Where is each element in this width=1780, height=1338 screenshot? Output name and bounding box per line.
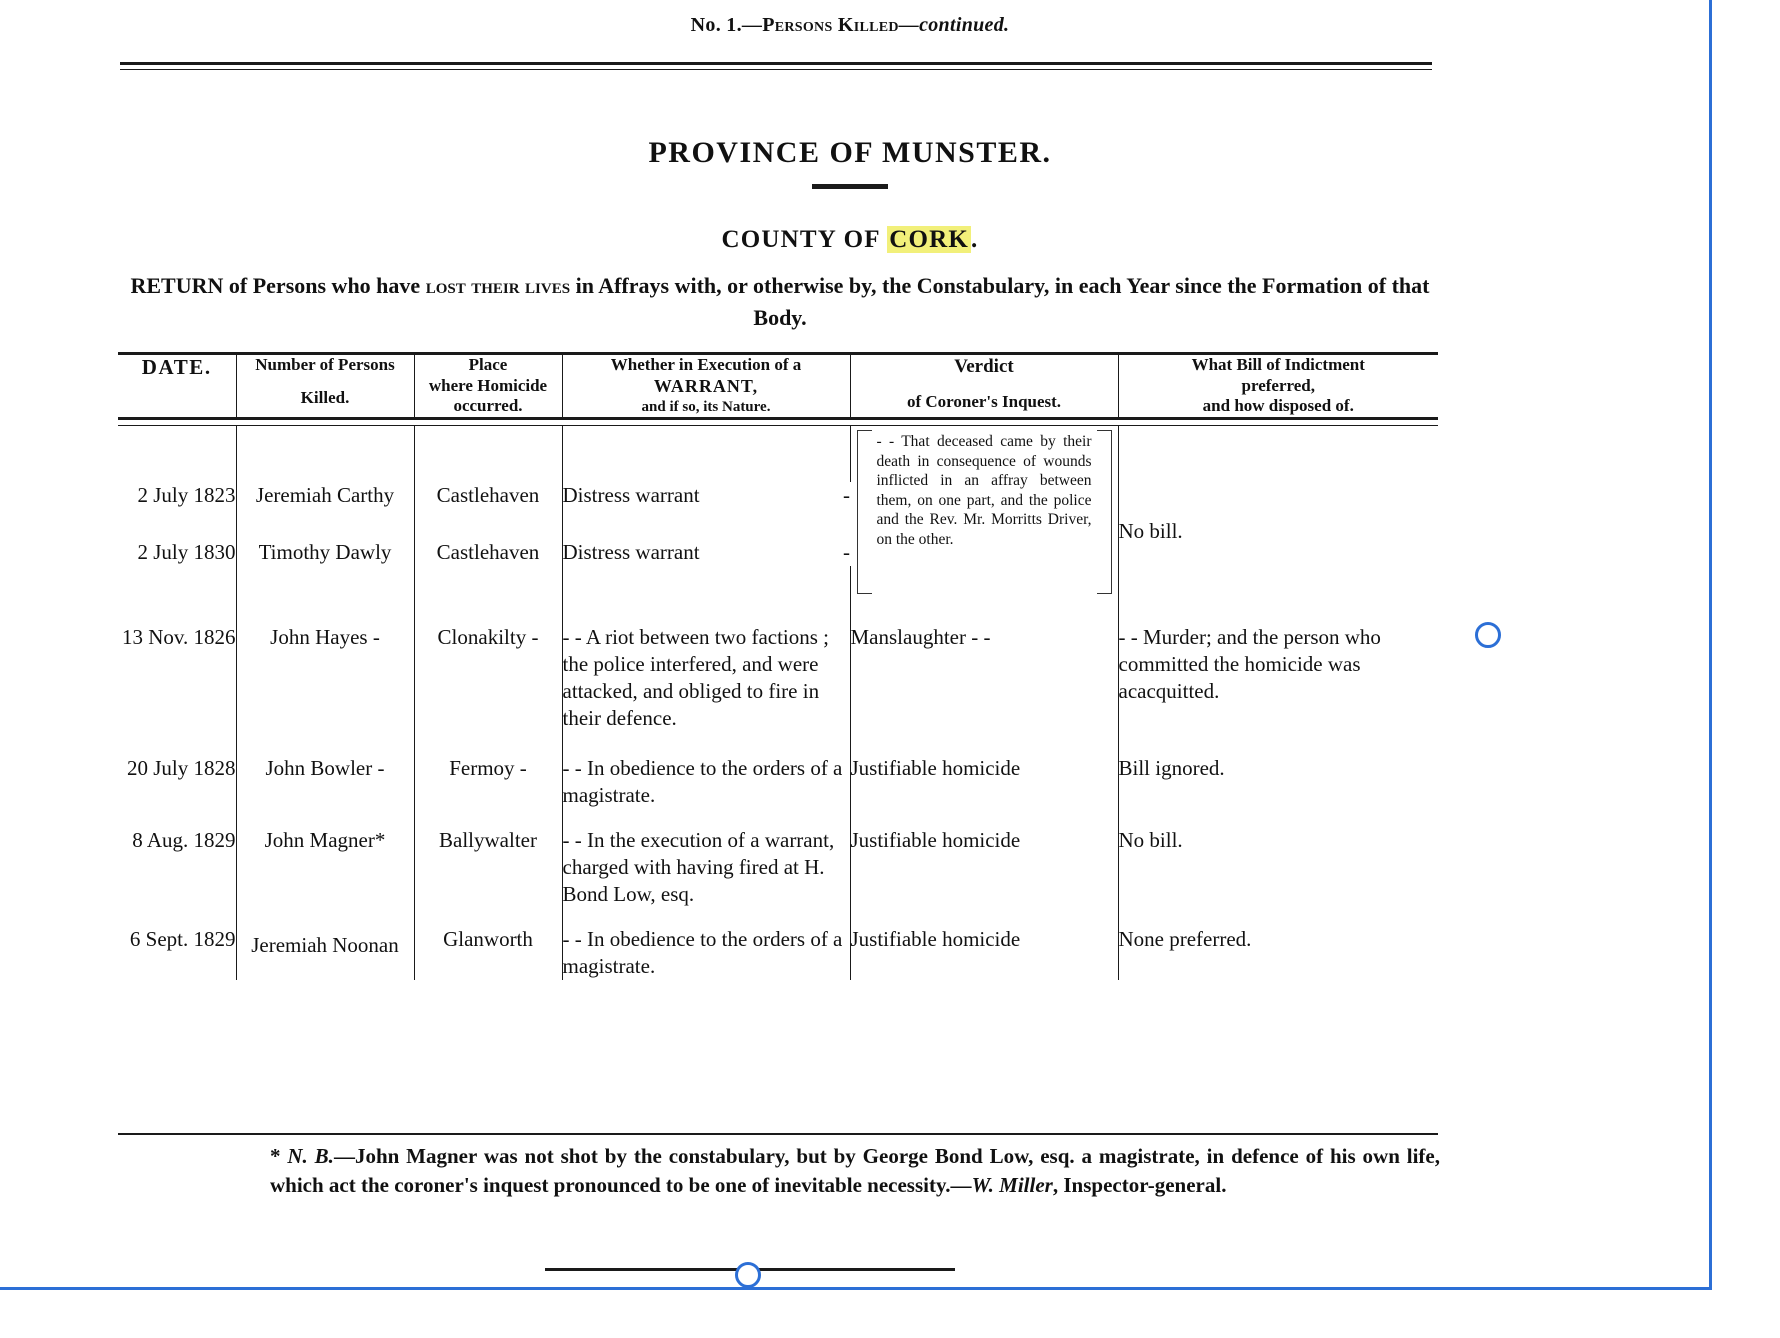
- return-text-2: in Affrays with, or otherwise by, the Constabulary, in each Year since the Formation of that Body.: [570, 273, 1430, 330]
- header-separator-cell: [236, 419, 414, 426]
- cell-number-killed: Jeremiah Noonan: [236, 908, 414, 980]
- cell-place: Castlehaven: [414, 482, 562, 509]
- th-warrant-l2: WARRANT,: [653, 375, 759, 396]
- brace-right-icon: [1097, 430, 1112, 594]
- cell-number-killed: John Hayes -: [236, 566, 414, 732]
- merged-bill-text: No bill.: [1118, 519, 1183, 544]
- table-bottom-rule: [118, 1133, 1438, 1135]
- spacer-cell: [562, 426, 850, 483]
- returns-table-wrapper: [118, 352, 1438, 980]
- cell-warrant-text: Distress warrant: [562, 540, 700, 565]
- th-number-killed-l2: Killed.: [300, 387, 350, 407]
- footnote-text: —John Magner was not shot by the constabulary, but by George Bond Low, esq. a magistrate, in defence of his own life, which act the coroner's inquest pronounced to be one of inevitable necessity.—: [270, 1144, 1440, 1197]
- th-place-l2: where Homicide: [428, 375, 548, 395]
- cell-date: 13 Nov. 1826: [118, 566, 236, 732]
- table-row: [118, 566, 1438, 732]
- header-separator-cell: [1118, 419, 1438, 426]
- th-warrant-l3: and if so, its Nature.: [641, 398, 771, 415]
- cell-verdict: Justifiable homicide: [850, 731, 1118, 809]
- cell-verdict: Manslaughter - -: [850, 566, 1118, 732]
- th-number-killed: [236, 354, 414, 419]
- merged-verdict-text: - - That deceased came by their death in consequence of wounds inflicted in an affray between them, on one part, and the police and the Rev. Mr. Morritts Driver, on the other.: [876, 433, 1092, 548]
- cell-bill: Bill ignored.: [1118, 756, 1225, 781]
- merged-verdict-brace: [851, 426, 1118, 555]
- crop-handle-bottom[interactable]: [735, 1262, 761, 1288]
- cell-warrant-text: Distress warrant: [562, 483, 700, 508]
- cell-date: 2 July 1830: [118, 509, 236, 566]
- th-warrant-l1: Whether in Execution of a: [610, 355, 802, 374]
- th-warrant: [562, 354, 850, 419]
- cell-warrant: [562, 509, 850, 566]
- province-heading: PROVINCE OF MUNSTER.: [648, 136, 1052, 169]
- running-head-suffix: —continued.: [898, 14, 1010, 36]
- return-text-1: of Persons who have: [223, 273, 426, 298]
- th-place-l1: Place: [468, 355, 508, 374]
- header-separator-cell: [414, 419, 562, 426]
- th-bill-l1: What Bill of Indictment: [1191, 355, 1365, 374]
- spacer-cell: [118, 426, 236, 483]
- th-bill-l3: and how disposed of.: [1202, 396, 1354, 416]
- spacer-cell: [236, 426, 414, 483]
- cell-bill: No bill.: [1118, 828, 1183, 853]
- cell-bill: None preferred.: [1118, 926, 1252, 951]
- th-number-killed-l1: Number of Persons: [255, 355, 395, 374]
- footnote: [270, 1142, 1440, 1200]
- cell-number-killed: Timothy Dawly: [236, 509, 414, 566]
- returns-table: [118, 352, 1438, 980]
- cell-place: Glanworth: [414, 908, 562, 980]
- cell-verdict: Justifiable homicide: [850, 809, 1118, 908]
- cell-warrant: - - A riot between two factions ; the police interfered, and were attacked, and obliged to fire in their defence.: [562, 566, 850, 732]
- th-verdict-l2: of Coroner's Inquest.: [906, 392, 1062, 412]
- table-spacer-row: [118, 426, 1438, 483]
- footnote-nb: N. B.: [280, 1144, 334, 1168]
- cell-warrant-leader: -: [843, 540, 850, 565]
- return-word: RETURN: [130, 273, 224, 298]
- county-heading-prefix: COUNTY OF: [721, 226, 888, 253]
- county-heading-suffix: .: [971, 226, 979, 253]
- header-separator-cell: [850, 419, 1118, 426]
- return-smallcaps: lost their lives: [425, 273, 571, 298]
- cell-number-killed: John Magner*: [236, 809, 414, 908]
- cell-date: 2 July 1823: [118, 482, 236, 509]
- cell-place: Castlehaven: [414, 509, 562, 566]
- running-head-prefix: No. 1.—: [690, 14, 763, 36]
- cell-number-killed: John Bowler -: [236, 731, 414, 809]
- table-row: [118, 908, 1438, 980]
- footnote-signature-title: , Inspector-general.: [1052, 1172, 1227, 1197]
- th-place: [414, 354, 562, 419]
- return-statement: [130, 270, 1430, 334]
- th-bill-l2: preferred,: [1241, 375, 1315, 395]
- running-head-smallcaps: Persons Killed: [762, 14, 899, 36]
- cell-warrant-leader: -: [843, 483, 850, 508]
- province-rule: [812, 184, 888, 189]
- th-date: DATE.: [118, 354, 236, 419]
- th-bill: [1118, 354, 1438, 419]
- running-head: [0, 14, 1700, 37]
- cell-place: Clonakilty -: [414, 566, 562, 732]
- table-row: [118, 731, 1438, 809]
- spacer-cell: [414, 426, 562, 483]
- cell-place: Fermoy -: [414, 731, 562, 809]
- merged-bill-cell: [1118, 426, 1438, 566]
- cell-warrant: - - In obedience to the orders of a magistrate.: [562, 731, 850, 809]
- cell-warrant: - - In the execution of a warrant, charged with having fired at H. Bond Low, esq.: [562, 809, 850, 908]
- header-rule: [120, 62, 1432, 65]
- header-separator-cell: [562, 419, 850, 426]
- county-heading: [0, 226, 1700, 254]
- table-row: [118, 809, 1438, 908]
- cell-date: 20 July 1828: [118, 731, 236, 809]
- th-verdict-l1: Verdict: [954, 356, 1014, 377]
- cell-warrant: [562, 482, 850, 509]
- cell-place: Ballywalter: [414, 809, 562, 908]
- cell-warrant: - - In obedience to the orders of a magistrate.: [562, 908, 850, 980]
- cell-date: 6 Sept. 1829: [118, 908, 236, 980]
- header-separator-cell: [118, 419, 236, 426]
- county-name-highlight: CORK: [889, 226, 970, 253]
- crop-handle-right[interactable]: [1475, 622, 1501, 648]
- merged-verdict-cell: [850, 426, 1118, 566]
- cell-date: 8 Aug. 1829: [118, 809, 236, 908]
- th-verdict: [850, 354, 1118, 419]
- cell-number-killed: Jeremiah Carthy: [236, 482, 414, 509]
- brace-left-icon: [857, 430, 872, 594]
- footnote-signature: W. Miller: [971, 1172, 1053, 1197]
- header-separator-row: [118, 419, 1438, 426]
- cell-bill: - - Murder; and the person who committed the homicide was acacquitted.: [1118, 624, 1381, 703]
- footnote-marker: *: [270, 1144, 281, 1168]
- cell-verdict: Justifiable homicide: [850, 908, 1118, 980]
- th-place-l3: occurred.: [453, 396, 523, 416]
